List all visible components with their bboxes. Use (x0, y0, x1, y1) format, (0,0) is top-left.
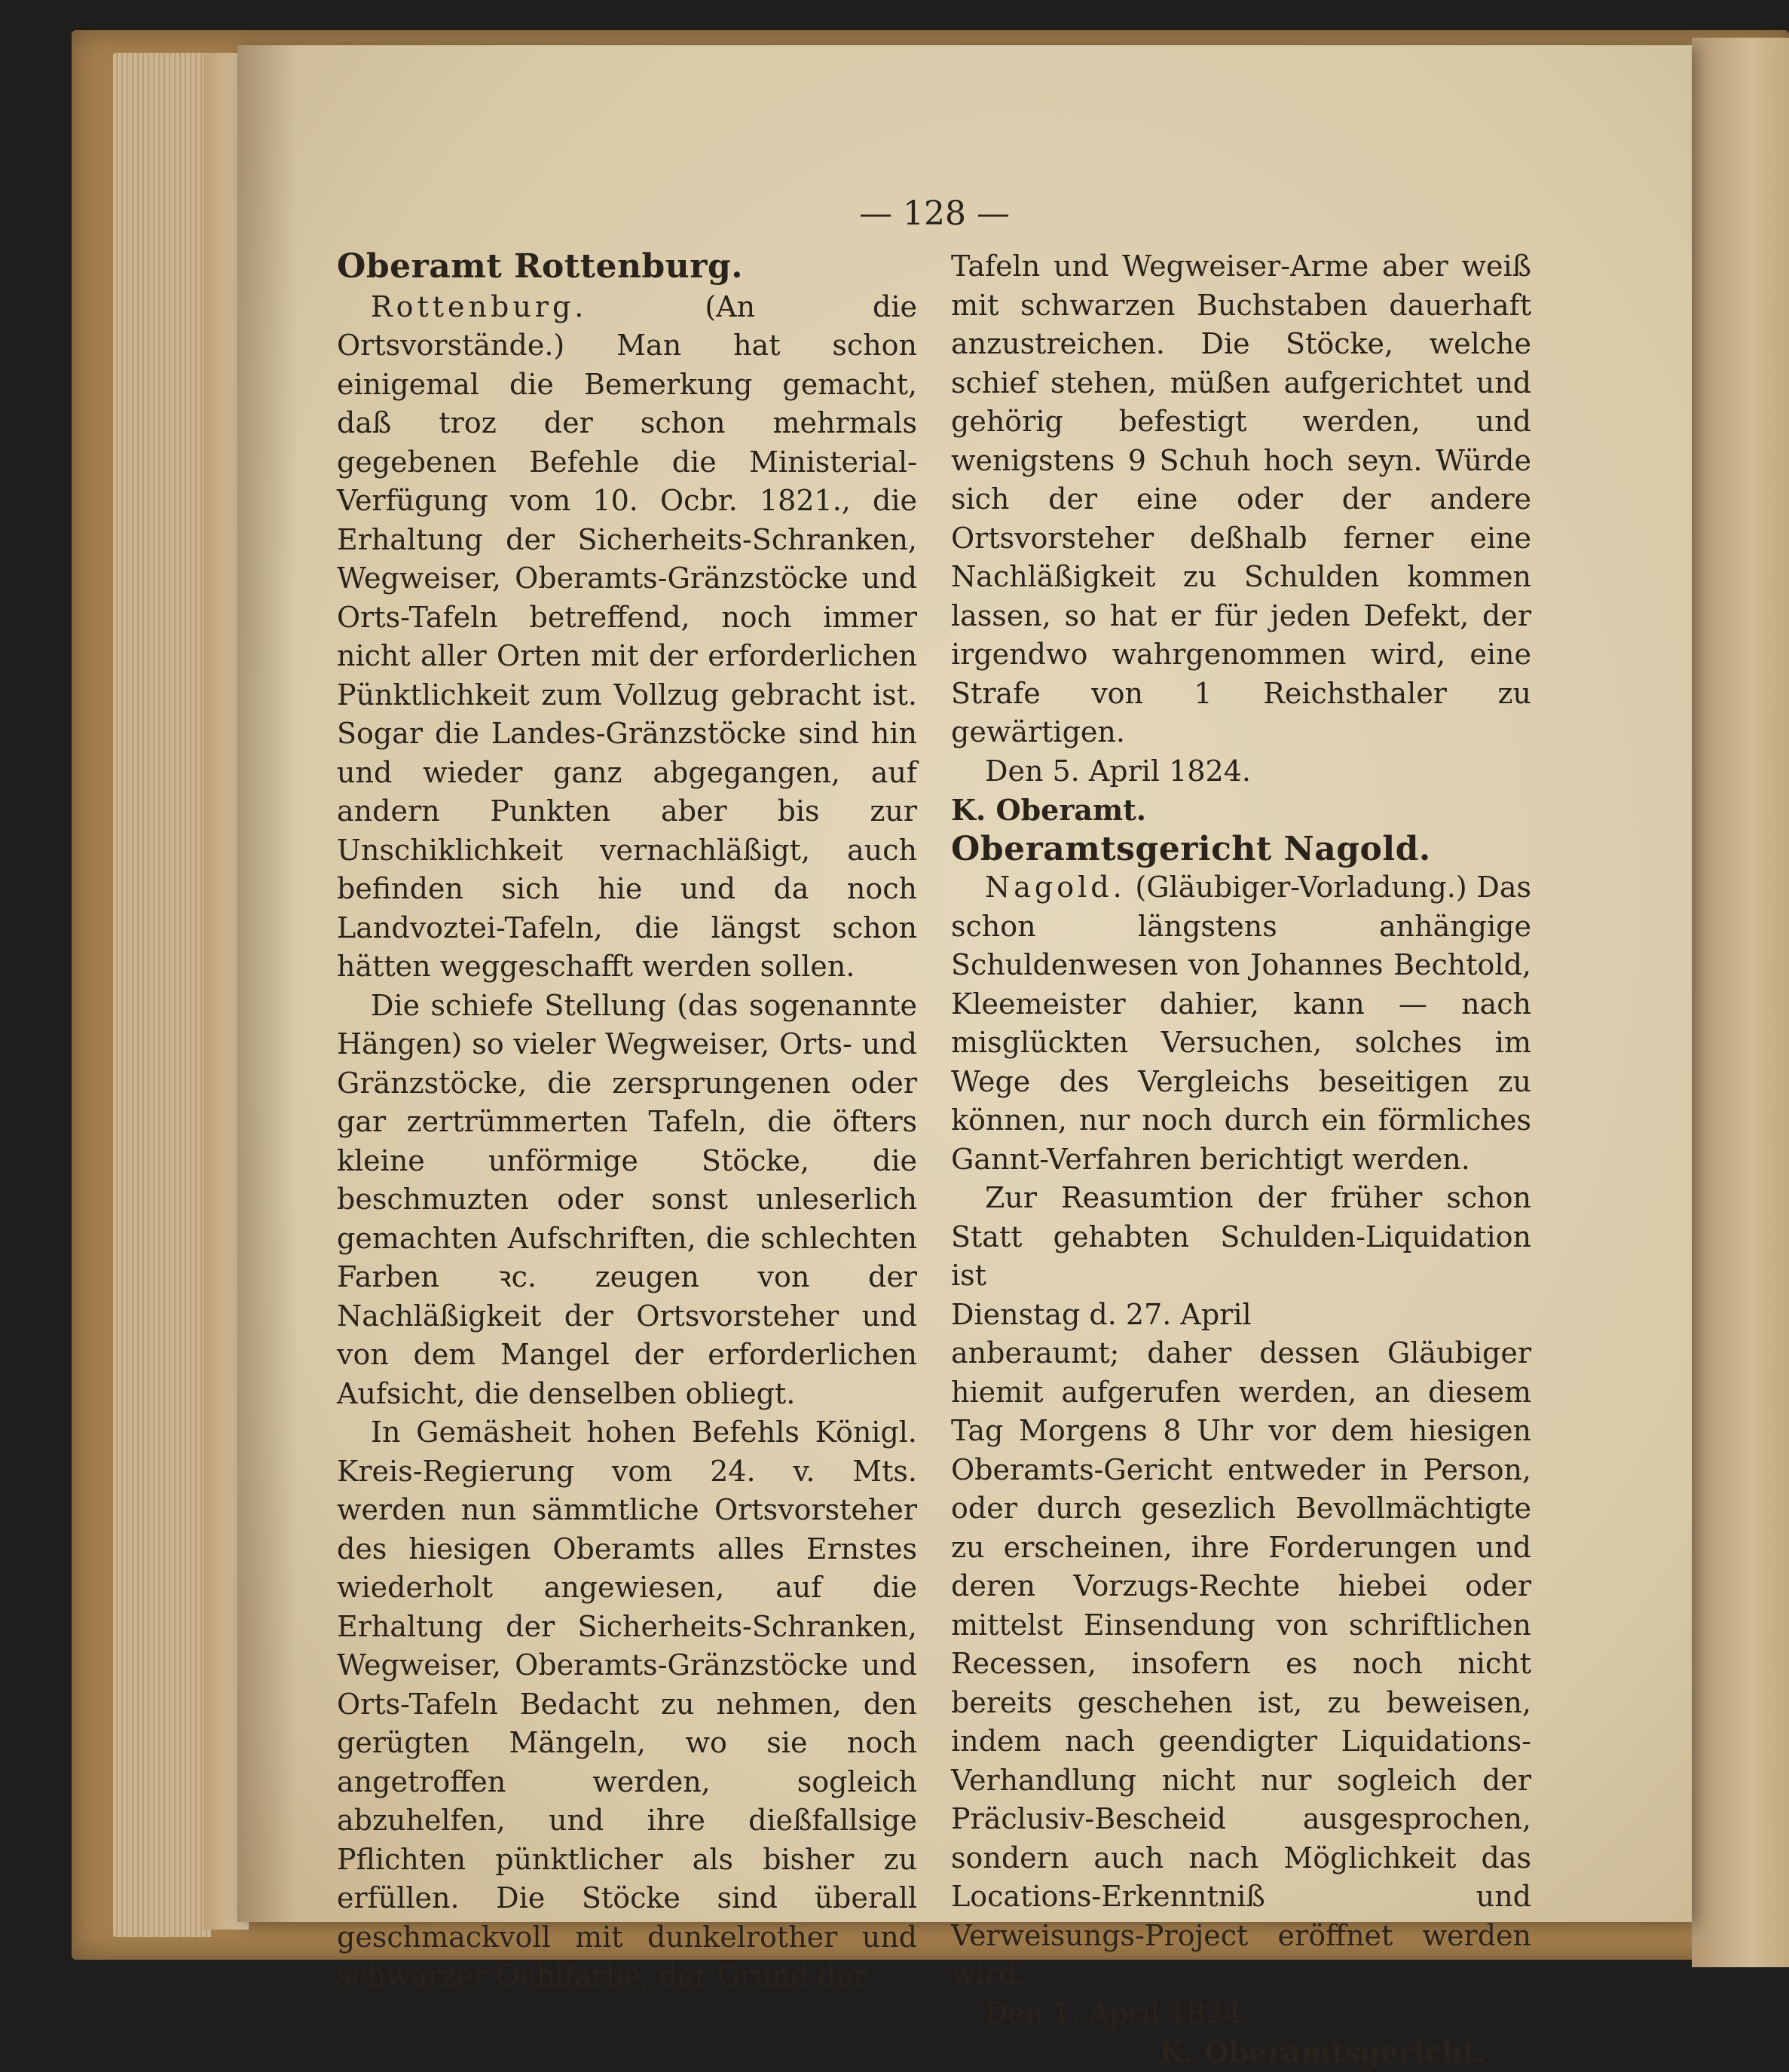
appointment-date: Dienstag d. 27. April (951, 1297, 1252, 1331)
right-page-edge (1692, 38, 1789, 1967)
section-heading-rottenburg: Oberamt Rottenburg. (337, 247, 744, 286)
paragraph-continued: Tafeln und Wegweiser-Arme aber weiß mit schwarzen Buchstaben dauerhaft anzustreichen. Die Stöcke, welche schief stehen, müßen aufgerichtet und gehörig befestigt werden, und wenigstens 9 Schuh hoch seyn. Würde sich der eine oder der andere Ortsvorsteher deßhalb ferner eine Nachläßigkeit zu Schulden kommen lassen, so hat er für jeden Defekt, der irgendwo wahrgenommen wird, eine Strafe von 1 Reichsthaler zu gewärtigen. (951, 249, 1531, 748)
section-heading-nagold: Oberamtsgericht Nagold. (951, 829, 1431, 868)
signature-oberamtsgericht: K. Oberamtsgericht. (1159, 2035, 1486, 2069)
paragraph-4-text: (Gläubiger-Vorladung.) Das schon längstens anhängige Schuldenwesen von Johannes Bechtold, Kleemeister dahier, kann — nach misglückten Versuchen, solches im Wege des Vergleichs beseitigen zu können, nur noch durch ein förmliches Gannt-Verfahren berichtigt werden. (951, 871, 1531, 1176)
left-column (337, 247, 917, 1996)
paragraph-6: anberaumt; daher dessen Gläubiger hiemit aufgerufen werden, an diesem Tag Morgens 8 Uhr vor dem hiesigen Oberamts-Gericht entweder in Person, oder durch gesezlich Bevollmächtigte zu erscheinen, ihre Forderungen und deren Vorzugs-Rechte hiebei oder mittelst Einsendung von schriftlichen Recessen, insofern es noch nicht bereits geschehen ist, zu beweisen, indem nach geendigter Liquidations-Verhandlung nicht nur sogleich der Präclusiv-Bescheid ausgesprochen, sondern auch nach Möglichkeit das Locations-Erkenntniß und Verweisungs-Project eröffnet werden wird. (951, 1336, 1531, 1991)
place-name: Rottenburg. (371, 289, 588, 323)
paragraph-5: Zur Reasumtion der früher schon Statt gehabten Schulden-Liquidation ist (951, 1181, 1531, 1292)
paragraph-2: Die schiefe Stellung (das sogenannte Hängen) so vieler Wegweiser, Orts- und Gränzstöcke, die zersprungenen oder gar zertrümmerten Tafeln, die öfters kleine unförmige Stöcke, die beschmuzten oder sonst unleserlich gemachten Aufschriften, die schlechten Farben ꝛc. zeugen von der Nachläßigkeit der Ortsvorsteher und von dem Mangel der erforderlichen Aufsicht, die denselben obliegt. (337, 988, 917, 1410)
right-column (951, 247, 1531, 2072)
date-line-1: Den 5. April 1824. (985, 754, 1251, 788)
date-line-2: Den 1. April 1824. (985, 1996, 1251, 2030)
paragraph-4 (951, 868, 1531, 1179)
paragraph-3: In Gemäsheit hohen Befehls Königl. Kreis-Regierung vom 24. v. Mts. werden nun sämmtliche Ortsvorsteher des hiesigen Oberamts alles Ernstes wiederholt angewiesen, auf die Erhaltung der Sicherheits-Schranken, Wegweiser, Oberamts-Gränzstöcke und Orts-Tafeln Bedacht zu nehmen, den gerügten Mängeln, wo sie noch angetroffen werden, sogleich abzuhelfen, und ihre dießfallsige Pflichten pünktlicher als bisher zu erfüllen. Die Stöcke sind überall geschmackvoll mit dunkelrother und schwarzer Oehlfarbe, der Grund der (337, 1416, 917, 1992)
spine-shadow (237, 45, 298, 1922)
page-edges (113, 53, 211, 1937)
place-name-nagold: Nagold. (985, 871, 1126, 904)
paragraph-1 (337, 288, 917, 987)
paragraph-1-text: (An die Ortsvorstände.) Man hat schon einigemal die Bemerkung gemacht, daß troz der schon mehrmals gegebenen Befehle die Ministerial-Verfügung vom 10. Ocbr. 1821., die Erhaltung der Sicherheits-Schranken, Wegweiser, Oberamts-Gränzstöcke und Orts-Tafeln betreffend, noch immer nicht aller Orten mit der erforderlichen Pünktlichkeit zum Vollzug gebracht ist. Sogar die Landes-Gränzstöcke sind hin und wieder ganz abgegangen, auf andern Punkten aber bis zur Unschiklichkeit vernachläßigt, auch befinden sich hie und da noch Landvoztei-Tafeln, die längst schon hätten weggeschafft werden sollen. (337, 289, 917, 983)
signature-oberamt: K. Oberamt. (951, 793, 1146, 827)
page-number: — 128 — (859, 194, 1010, 233)
